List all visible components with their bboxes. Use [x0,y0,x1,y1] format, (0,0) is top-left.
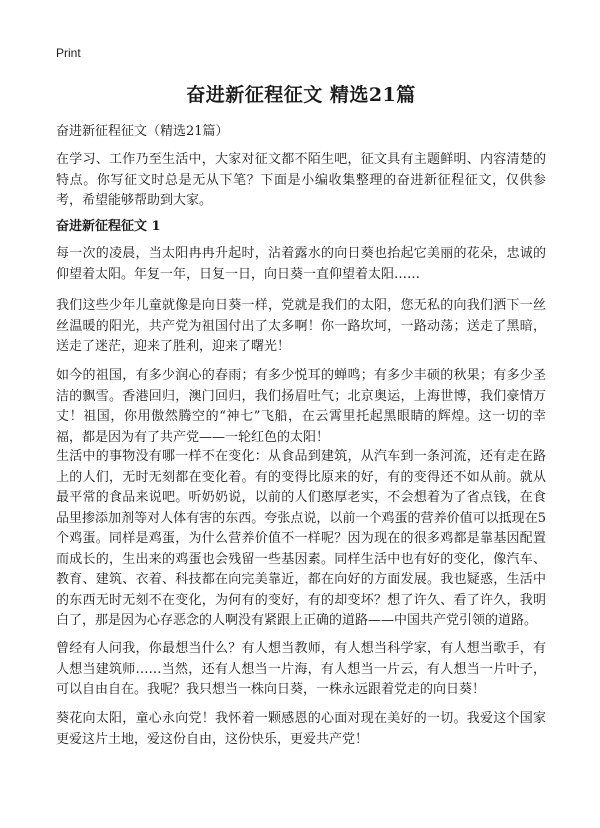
body-paragraph: 曾经有人问我，你最想当什么？有人想当教师，有人想当科学家，有人想当歌手，有人想当建筑师……当然，还有人想当一片海，有人想当一片云，有人想当一片叶子，可以自由自在。我呢？我只想当一株向日葵，一株永远跟着党走的向日葵！ [56,641,546,697]
section-heading: 奋进新征程征文 1 [56,219,161,234]
print-label[interactable]: Print [56,46,81,60]
intro-paragraph: 在学习、工作乃至生活中，大家对征文都不陌生吧，征文具有主题鲜明、内容清楚的特点。你写征文时总是无从下笔？下面是小编收集整理的奋进新征程征文，仅供参考，希望能够帮助到大家。 [56,152,546,208]
body-paragraph: 如今的祖国，有多少润心的春雨；有多少悦耳的蝉鸣；有多少丰硕的秋果；有多少圣洁的飘雪。香港回归，澳门回归，我们扬眉吐气；北京奥运，上海世博，我们豪情万丈！祖国，你用傲然腾空的“神七”飞船，在云霄里托起黑眼睛的辉煌。这一切的幸福，都是因为有了共产党——一轮红色的太阳！ [56,368,546,445]
body-paragraph: 生活中的事物没有哪一样不在变化：从食品到建筑，从汽车到一条河流，还有走在路上的人们，无时无刻都在变化着。有的变得比原来的好，有的变得还不如从前。就从最平常的食品来说吧。听奶奶说，以前的人们憨厚老实，不会想着为了省点钱，在食品里掺添加剂等对人体有害的东西。夸张点说，以前一个鸡蛋的营养价值可以抵现在5个鸡蛋。同样是鸡蛋，为什么营养价值不一样呢？因为现在的很多鸡都是靠基因配置而成长的，生出来的鸡蛋也会残留一些基因素。同样生活中也有好的变化，像汽车、教育、建筑、衣着、科技都在向完美靠近，都在向好的方面发展。我也疑惑，生活中的东西无时无刻不在变化，为何有的变好，有的却变坏？想了许久、看了许久，我明白了，那是因为心存恶念的人啊没有紧跟上正确的道路——中国共产党引领的道路。 [56,449,546,628]
body-paragraph: 葵花向太阳，童心永向党！我怀着一颗感恩的心面对现在美好的一切。我爱这个国家更爱这片土地，爱这份自由，这份快乐，更爱共产党！ [56,711,546,747]
document-subtitle: 奋进新征程征文（精选21篇） [56,124,229,139]
body-paragraph: 我们这些少年儿童就像是向日葵一样，党就是我们的太阳，您无私的向我们洒下一丝丝温暖的阳光，共产党为祖国付出了太多啊！你一路坎坷，一路动荡；送走了黑暗，送走了迷茫，迎来了胜利，迎来了曙光！ [56,298,546,354]
document-title: 奋进新征程征文 精选21篇 [186,84,416,106]
body-paragraph: 每一次的凌晨，当太阳冉冉升起时，沾着露水的向日葵也抬起它美丽的花朵，忠诚的仰望着太阳。年复一年，日复一日，向日葵一直仰望着太阳…… [56,246,546,282]
